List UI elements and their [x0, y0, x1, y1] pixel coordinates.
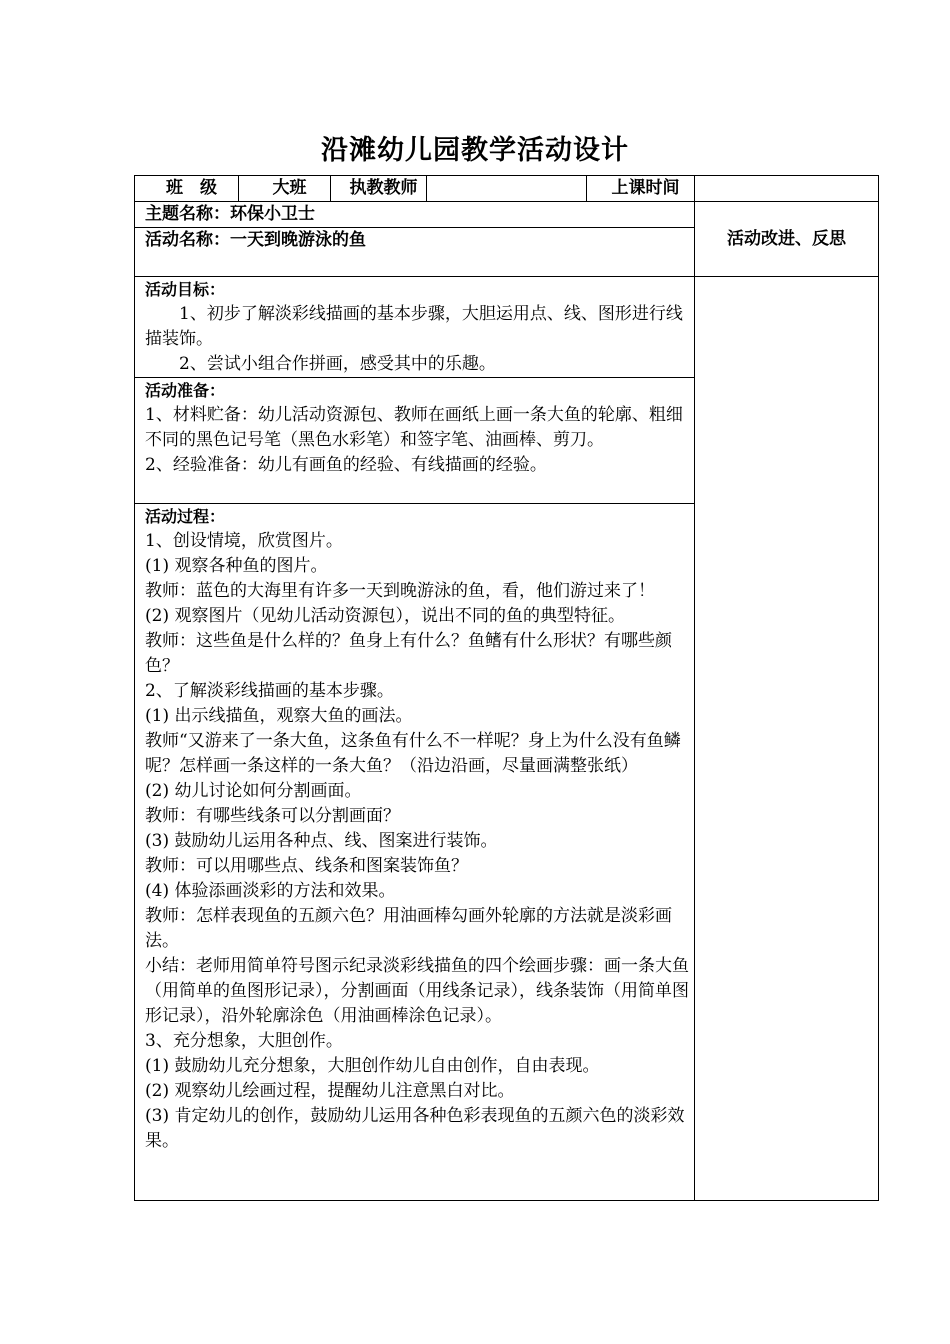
preparation-cell — [135, 378, 695, 504]
theme-row — [135, 202, 879, 228]
goals-heading: 活动目标： — [145, 280, 226, 299]
activity-name: 活动名称：一天到晚游泳的鱼 — [135, 228, 695, 277]
preparation-heading: 活动准备： — [145, 381, 226, 400]
process-line: 教师“又游来了一条大鱼，这条鱼有什么不一样呢？身上为什么没有鱼鳞呢？怎样画一条这样的一条大鱼？（沿边沿画，尽量画满整张纸） — [145, 731, 681, 776]
reflection-area[interactable] — [695, 277, 879, 1201]
goals-row — [135, 277, 879, 378]
process-line: (2) 观察幼儿绘画过程，提醒幼儿注意黑白对比。 — [145, 1081, 515, 1101]
process-line: (3) 鼓励幼儿运用各种点、线、图案进行装饰。 — [145, 831, 498, 851]
class-label: 班 级 — [135, 176, 239, 202]
teacher-value[interactable] — [427, 176, 587, 202]
process-line: 2、了解淡彩线描画的基本步骤。 — [145, 681, 394, 701]
process-heading: 活动过程： — [145, 507, 226, 526]
process-line: (2) 幼儿讨论如何分割画面。 — [145, 781, 362, 801]
page-title: 沿滩幼儿园教学活动设计 — [321, 135, 629, 166]
process-line: (1) 鼓励幼儿充分想象，大胆创作幼儿自由创作，自由表现。 — [145, 1056, 600, 1076]
process-line: 3、充分想象，大胆创作。 — [145, 1031, 343, 1051]
process-line: 教师：可以用哪些点、线条和图案装饰鱼？ — [145, 856, 468, 876]
process-line: 小结：老师用简单符号图示纪录淡彩线描鱼的四个绘画步骤：画一条大鱼（用简单的鱼图形记录），分割画面（用线条记录），线条装饰（用简单图形记录），沿外轮廓涂色（用油画棒涂色记录）。 — [145, 956, 689, 1026]
theme-name: 主题名称：环保小卫士 — [135, 202, 695, 228]
teacher-label: 执教教师 — [331, 176, 427, 202]
process-line: (1) 出示线描鱼，观察大鱼的画法。 — [145, 706, 413, 726]
process-line: (2) 观察图片（见幼儿活动资源包），说出不同的鱼的典型特征。 — [145, 606, 625, 626]
process-line: 教师：这些鱼是什么样的？鱼身上有什么？鱼鳍有什么形状？有哪些颜色？ — [145, 631, 672, 676]
class-value: 大班 — [239, 176, 331, 202]
process-line: (3) 肯定幼儿的创作，鼓励幼儿运用各种色彩表现鱼的五颜六色的淡彩效果。 — [145, 1106, 685, 1151]
process-line: 教师：蓝色的大海里有许多一天到晚游泳的鱼，看，他们游过来了！ — [145, 581, 655, 601]
header-row — [135, 176, 879, 202]
goal-item: 1、初步了解淡彩线描画的基本步骤，大胆运用点、线、图形进行线描装饰。 — [145, 304, 683, 349]
goal-item: 2、尝试小组合作拼画，感受其中的乐趣。 — [179, 354, 496, 374]
process-line: 教师：有哪些线条可以分割画面？ — [145, 806, 400, 826]
process-line: 1、创设情境，欣赏图片。 — [145, 531, 343, 551]
process-line: 教师：怎样表现鱼的五颜六色？用油画棒勾画外轮廓的方法就是淡彩画法。 — [145, 906, 672, 951]
reflection-label: 活动改进、反思 — [695, 202, 879, 277]
time-label: 上课时间 — [587, 176, 695, 202]
process-line: (1) 观察各种鱼的图片。 — [145, 556, 328, 576]
process-cell — [135, 504, 695, 1201]
time-value[interactable] — [695, 176, 879, 202]
process-line: (4) 体验添画淡彩的方法和效果。 — [145, 881, 396, 901]
lesson-plan-table — [134, 175, 879, 1201]
preparation-item: 2、经验准备：幼儿有画鱼的经验、有线描画的经验。 — [145, 455, 547, 475]
preparation-item: 1、材料贮备：幼儿活动资源包、教师在画纸上画一条大鱼的轮廓、粗细不同的黑色记号笔（黑色水彩笔）和签字笔、油画棒、剪刀。 — [145, 405, 683, 450]
goals-cell — [135, 277, 695, 378]
